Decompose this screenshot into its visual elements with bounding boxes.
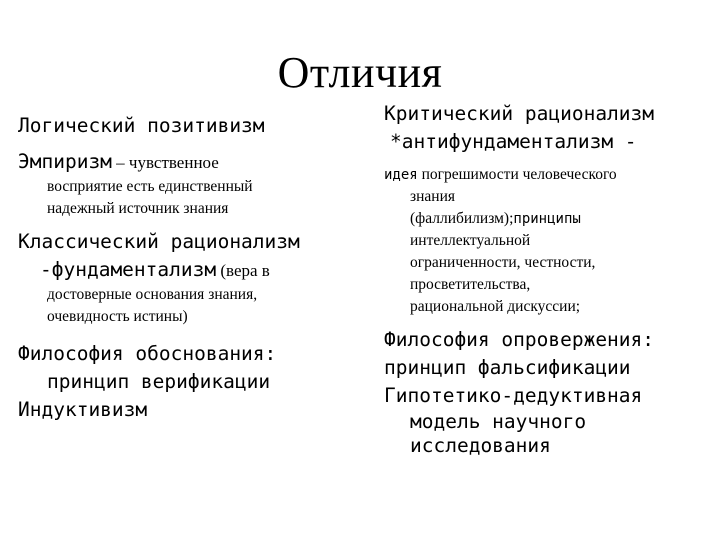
enlightenment-line: просветительства, [410, 276, 531, 293]
fundamentalism-term: -фундаментализм [40, 258, 217, 281]
falsification-principle: принцип фальсификации [384, 356, 631, 379]
limitation-line: ограниченности, честности, [410, 254, 596, 271]
fundamentalism-paren: (вера в [216, 261, 270, 280]
justification-heading: Философия обоснования: [18, 342, 277, 365]
justification-block [18, 340, 353, 424]
empiricism-block [18, 148, 353, 220]
knowledge-word: знания [410, 188, 456, 205]
left-column [18, 112, 353, 424]
critical-rationalism-heading: Критический рационализм [384, 102, 655, 125]
refutation-heading: Философия опровержения: [384, 328, 655, 351]
slide-title: Отличия [277, 48, 443, 97]
empiricism-term: Эмпиризм [18, 150, 112, 173]
logical-positivism-heading: Логический позитивизм [18, 114, 265, 137]
intellectual-line: интеллектуальной [410, 232, 531, 249]
hypothetico-deductive-heading: Гипотетико-дедуктивная [384, 384, 643, 407]
refutation-block [384, 326, 704, 458]
idea-word: идея [384, 167, 418, 183]
empiricism-desc-line-2: надежный источник знания [47, 200, 229, 217]
idea-rest: погрешимости человеческого [417, 166, 617, 183]
verification-principle: принцип верификации [47, 370, 271, 393]
antifundamentalism-heading: *антифундаментализм - [390, 130, 637, 153]
rational-discussion-line: рациональной дискуссии; [410, 298, 581, 315]
right-column [384, 100, 704, 458]
empiricism-desc-line-1: восприятие есть единственный [47, 178, 253, 195]
fundamentalism-desc-line-2: очевидность истины) [47, 308, 188, 325]
fallibilism-term: (фаллибилизм); [410, 210, 514, 227]
fundamentalism-desc-line-1: достоверные основания знания, [47, 286, 258, 303]
fallibility-block [384, 164, 704, 318]
classical-rationalism-block [18, 228, 353, 328]
scientific-model-line: модель научного [410, 410, 587, 433]
inductivism-heading: Индуктивизм [18, 398, 148, 421]
empiricism-dash: – чувственное [111, 153, 219, 172]
principles-word: принципы [513, 211, 581, 227]
classical-rationalism-heading: Классический рационализм [18, 230, 300, 253]
research-line: исследования [410, 434, 551, 457]
